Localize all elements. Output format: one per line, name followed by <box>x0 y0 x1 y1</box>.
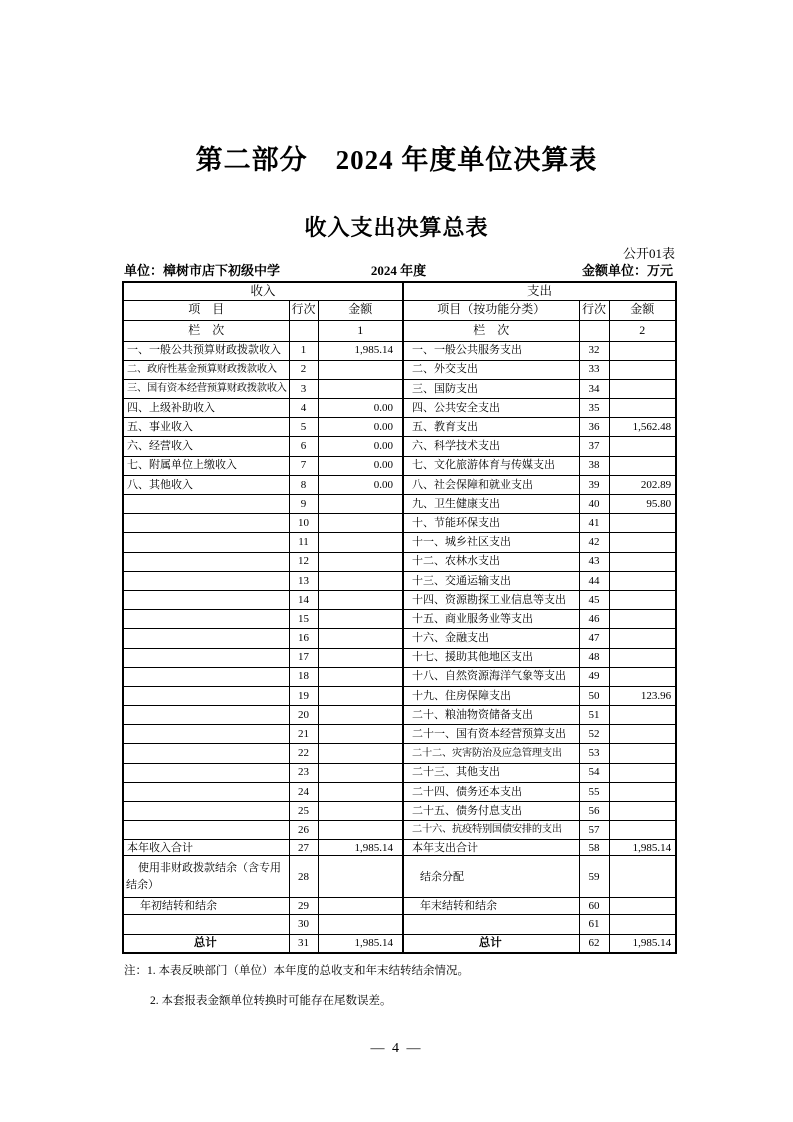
table-row <box>123 840 676 856</box>
income-amount: 1,985.14 <box>318 341 403 360</box>
income-line-number: 4 <box>289 399 318 418</box>
income-amount: 1,985.14 <box>318 934 403 953</box>
table-row <box>123 782 676 801</box>
lanci-blank-cell <box>579 320 609 341</box>
expense-line-number: 59 <box>579 856 609 898</box>
table-column-header-row <box>123 300 676 320</box>
expense-line-number: 58 <box>579 840 609 856</box>
table-row <box>123 667 676 686</box>
expense-line-number: 43 <box>579 552 609 571</box>
header-income-section: 收入 <box>123 282 403 300</box>
expense-item-label: 二十四、债务还本支出 <box>403 782 579 801</box>
expense-amount <box>609 706 676 725</box>
expense-amount: 1,985.14 <box>609 840 676 856</box>
lanci-col-number-left: 1 <box>318 320 403 341</box>
income-item-label <box>123 686 289 705</box>
expense-line-number: 62 <box>579 934 609 953</box>
expense-item-label: 十六、金融支出 <box>403 629 579 648</box>
expense-line-number: 32 <box>579 341 609 360</box>
expense-line-number: 37 <box>579 437 609 456</box>
income-amount <box>318 495 403 514</box>
income-line-number: 13 <box>289 571 318 590</box>
income-line-number: 19 <box>289 686 318 705</box>
form-code-label: 公开01表 <box>622 246 675 261</box>
expense-line-number: 51 <box>579 706 609 725</box>
income-item-label <box>123 915 289 934</box>
col-header-line-left: 行次 <box>289 300 318 320</box>
expense-line-number: 46 <box>579 610 609 629</box>
expense-amount <box>609 763 676 782</box>
income-item-label <box>123 629 289 648</box>
expense-line-number: 39 <box>579 475 609 494</box>
income-line-number: 9 <box>289 495 318 514</box>
table-row <box>123 456 676 475</box>
expense-amount <box>609 552 676 571</box>
income-line-number: 24 <box>289 782 318 801</box>
expense-amount <box>609 533 676 552</box>
header-expense-section: 支出 <box>403 282 676 300</box>
expense-line-number: 49 <box>579 667 609 686</box>
income-item-label <box>123 552 289 571</box>
income-amount <box>318 915 403 934</box>
expense-item-label: 二、外交支出 <box>403 360 579 379</box>
expense-item-label: 十一、城乡社区支出 <box>403 533 579 552</box>
expense-line-number: 61 <box>579 915 609 934</box>
income-item-label <box>123 802 289 821</box>
expense-amount <box>609 360 676 379</box>
notes <box>124 962 469 1008</box>
expense-amount <box>609 915 676 934</box>
col-header-project-left: 项 目 <box>123 300 289 320</box>
expense-amount: 202.89 <box>609 475 676 494</box>
table-title: 收入支出决算总表 <box>304 215 489 240</box>
income-item-label: 五、事业收入 <box>123 418 289 437</box>
income-amount: 1,985.14 <box>318 840 403 856</box>
income-expenditure-table <box>122 281 677 954</box>
income-line-number: 15 <box>289 610 318 629</box>
expense-amount <box>609 571 676 590</box>
table-row <box>123 475 676 494</box>
income-line-number: 7 <box>289 456 318 475</box>
income-item-label: 三、国有资本经营预算财政拨款收入 <box>123 379 289 398</box>
col-header-line-right: 行次 <box>579 300 609 320</box>
expense-amount <box>609 667 676 686</box>
table-row <box>123 686 676 705</box>
expense-item-label: 六、科学技术支出 <box>403 437 579 456</box>
income-line-number: 12 <box>289 552 318 571</box>
income-line-number: 21 <box>289 725 318 744</box>
expense-item-label: 十二、农林水支出 <box>403 552 579 571</box>
income-line-number: 3 <box>289 379 318 398</box>
income-line-number: 1 <box>289 341 318 360</box>
income-amount <box>318 856 403 898</box>
expense-line-number: 45 <box>579 590 609 609</box>
table-row <box>123 725 676 744</box>
table-row <box>123 514 676 533</box>
expense-amount <box>609 610 676 629</box>
income-item-label <box>123 571 289 590</box>
income-item-label: 八、其他收入 <box>123 475 289 494</box>
table-row <box>123 934 676 953</box>
expense-amount <box>609 856 676 898</box>
expense-item-label: 十九、住房保障支出 <box>403 686 579 705</box>
income-amount: 0.00 <box>318 456 403 475</box>
income-amount: 0.00 <box>318 475 403 494</box>
expense-amount <box>609 379 676 398</box>
expense-amount: 123.96 <box>609 686 676 705</box>
expense-line-number: 42 <box>579 533 609 552</box>
income-line-number: 11 <box>289 533 318 552</box>
expense-item-label: 十四、资源勘探工业信息等支出 <box>403 590 579 609</box>
table-row <box>123 744 676 763</box>
income-amount <box>318 648 403 667</box>
income-item-label <box>123 763 289 782</box>
table-row <box>123 533 676 552</box>
table-row <box>123 495 676 514</box>
expense-line-number: 36 <box>579 418 609 437</box>
income-amount: 0.00 <box>318 437 403 456</box>
lanci-label-right: 栏 次 <box>403 320 579 341</box>
income-item-label <box>123 610 289 629</box>
income-amount <box>318 667 403 686</box>
income-line-number: 6 <box>289 437 318 456</box>
income-amount: 0.00 <box>318 399 403 418</box>
income-line-number: 5 <box>289 418 318 437</box>
expense-item-label: 九、卫生健康支出 <box>403 495 579 514</box>
income-item-label: 四、上级补助收入 <box>123 399 289 418</box>
expense-item-label <box>403 915 579 934</box>
expense-amount <box>609 399 676 418</box>
expense-item-label: 结余分配 <box>403 856 579 898</box>
expense-amount <box>609 821 676 840</box>
income-amount <box>318 552 403 571</box>
table-row <box>123 802 676 821</box>
expense-item-label: 五、教育支出 <box>403 418 579 437</box>
income-amount <box>318 686 403 705</box>
table-row <box>123 399 676 418</box>
income-amount <box>318 821 403 840</box>
income-item-label <box>123 667 289 686</box>
income-line-number: 20 <box>289 706 318 725</box>
income-amount <box>318 379 403 398</box>
expense-item-label: 二十、粮油物资储备支出 <box>403 706 579 725</box>
income-item-label: 七、附属单位上缴收入 <box>123 456 289 475</box>
expense-line-number: 34 <box>579 379 609 398</box>
income-amount <box>318 802 403 821</box>
expense-amount <box>609 898 676 915</box>
table-row <box>123 648 676 667</box>
expense-item-label: 二十一、国有资本经营预算支出 <box>403 725 579 744</box>
income-item-label <box>123 782 289 801</box>
expense-amount <box>609 437 676 456</box>
expense-item-label: 十、节能环保支出 <box>403 514 579 533</box>
income-line-number: 29 <box>289 898 318 915</box>
income-line-number: 8 <box>289 475 318 494</box>
expense-item-label: 四、公共安全支出 <box>403 399 579 418</box>
expense-amount <box>609 629 676 648</box>
expense-line-number: 33 <box>579 360 609 379</box>
table-row <box>123 552 676 571</box>
table-row <box>123 915 676 934</box>
expense-line-number: 44 <box>579 571 609 590</box>
expense-line-number: 50 <box>579 686 609 705</box>
note-line-1: 注：1. 本表反映部门（单位）本年度的总收支和年末结转结余情况。 <box>124 965 469 977</box>
expense-item-label: 十三、交通运输支出 <box>403 571 579 590</box>
expense-item-label: 八、社会保障和就业支出 <box>403 475 579 494</box>
table-row <box>123 360 676 379</box>
expense-item-label: 二十三、其他支出 <box>403 763 579 782</box>
income-line-number: 17 <box>289 648 318 667</box>
income-amount <box>318 590 403 609</box>
table-column-index-row <box>123 320 676 341</box>
expense-line-number: 52 <box>579 725 609 744</box>
table-row <box>123 763 676 782</box>
lanci-blank-cell <box>289 320 318 341</box>
expense-item-label: 总计 <box>403 934 579 953</box>
income-amount: 0.00 <box>318 418 403 437</box>
income-amount <box>318 898 403 915</box>
income-line-number: 22 <box>289 744 318 763</box>
income-item-label: 一、一般公共预算财政拨款收入 <box>123 341 289 360</box>
table-row <box>123 590 676 609</box>
expense-amount <box>609 456 676 475</box>
income-item-label <box>123 706 289 725</box>
expense-line-number: 54 <box>579 763 609 782</box>
income-item-label <box>123 821 289 840</box>
expense-item-label: 三、国防支出 <box>403 379 579 398</box>
table-row <box>123 898 676 915</box>
income-line-number: 14 <box>289 590 318 609</box>
expense-amount: 1,985.14 <box>609 934 676 953</box>
expense-amount <box>609 744 676 763</box>
income-item-label <box>123 744 289 763</box>
expense-item-label: 十七、援助其他地区支出 <box>403 648 579 667</box>
income-line-number: 23 <box>289 763 318 782</box>
income-item-label: 总计 <box>123 934 289 953</box>
expense-amount <box>609 802 676 821</box>
col-header-amount-right: 金额 <box>609 300 676 320</box>
page-number: — 4 — <box>370 1041 423 1056</box>
lanci-col-number-right: 2 <box>609 320 676 341</box>
table-row <box>123 821 676 840</box>
expense-line-number: 56 <box>579 802 609 821</box>
expense-line-number: 40 <box>579 495 609 514</box>
income-amount <box>318 725 403 744</box>
income-item-label <box>123 533 289 552</box>
expense-amount: 95.80 <box>609 495 676 514</box>
expense-amount <box>609 648 676 667</box>
table-row <box>123 610 676 629</box>
expense-line-number: 47 <box>579 629 609 648</box>
expense-amount: 1,562.48 <box>609 418 676 437</box>
expense-item-label: 本年支出合计 <box>403 840 579 856</box>
expense-item-label: 一、一般公共服务支出 <box>403 341 579 360</box>
income-item-label: 本年收入合计 <box>123 840 289 856</box>
col-header-project-right: 项目（按功能分类） <box>403 300 579 320</box>
expense-amount <box>609 514 676 533</box>
expense-line-number: 55 <box>579 782 609 801</box>
table-row <box>123 856 676 898</box>
income-item-label: 二、政府性基金预算财政拨款收入 <box>123 360 289 379</box>
income-amount <box>318 610 403 629</box>
income-amount <box>318 744 403 763</box>
income-item-label: 年初结转和结余 <box>123 898 289 915</box>
expense-amount <box>609 341 676 360</box>
income-line-number: 10 <box>289 514 318 533</box>
income-line-number: 18 <box>289 667 318 686</box>
income-amount <box>318 533 403 552</box>
income-item-label <box>123 495 289 514</box>
table-row <box>123 418 676 437</box>
table-row <box>123 706 676 725</box>
expense-line-number: 48 <box>579 648 609 667</box>
income-amount <box>318 360 403 379</box>
expense-line-number: 53 <box>579 744 609 763</box>
table-row <box>123 379 676 398</box>
col-header-amount-left: 金额 <box>318 300 403 320</box>
income-line-number: 2 <box>289 360 318 379</box>
income-amount <box>318 782 403 801</box>
fiscal-year-label: 2024 年度 <box>370 263 427 278</box>
amount-unit-label: 金额单位：万元 <box>581 263 673 278</box>
income-line-number: 27 <box>289 840 318 856</box>
expense-line-number: 35 <box>579 399 609 418</box>
expense-amount <box>609 590 676 609</box>
expense-amount <box>609 782 676 801</box>
income-item-label: 六、经营收入 <box>123 437 289 456</box>
expense-line-number: 38 <box>579 456 609 475</box>
income-amount <box>318 629 403 648</box>
unit-name-label: 单位：樟树市店下初级中学 <box>124 263 281 278</box>
expense-line-number: 41 <box>579 514 609 533</box>
expense-item-label: 二十二、灾害防治及应急管理支出 <box>403 744 579 763</box>
income-amount <box>318 706 403 725</box>
expense-item-label: 二十五、债务付息支出 <box>403 802 579 821</box>
table-section-header-row <box>123 282 676 300</box>
table-row <box>123 571 676 590</box>
part-title: 第二部分 2024 年度单位决算表 <box>195 145 598 175</box>
income-line-number: 25 <box>289 802 318 821</box>
note-line-2: 2. 本套报表金额单位转换时可能存在尾数误差。 <box>150 995 392 1007</box>
income-item-label <box>123 590 289 609</box>
income-item-label <box>123 725 289 744</box>
expense-line-number: 60 <box>579 898 609 915</box>
expense-item-label: 二十六、抗疫特别国债安排的支出 <box>403 821 579 840</box>
income-item-label: 使用非财政拨款结余（含专用结余） <box>123 856 289 898</box>
income-line-number: 16 <box>289 629 318 648</box>
table-row <box>123 341 676 360</box>
income-item-label <box>123 648 289 667</box>
income-item-label <box>123 514 289 533</box>
income-amount <box>318 763 403 782</box>
expense-item-label: 十八、自然资源海洋气象等支出 <box>403 667 579 686</box>
income-line-number: 31 <box>289 934 318 953</box>
table-row <box>123 629 676 648</box>
income-amount <box>318 571 403 590</box>
expense-item-label: 十五、商业服务业等支出 <box>403 610 579 629</box>
income-line-number: 30 <box>289 915 318 934</box>
expense-amount <box>609 725 676 744</box>
expense-item-label: 年末结转和结余 <box>403 898 579 915</box>
expense-item-label: 七、文化旅游体育与传媒支出 <box>403 456 579 475</box>
income-amount <box>318 514 403 533</box>
lanci-label-left: 栏 次 <box>123 320 289 341</box>
expense-line-number: 57 <box>579 821 609 840</box>
income-line-number: 28 <box>289 856 318 898</box>
table-row <box>123 437 676 456</box>
income-line-number: 26 <box>289 821 318 840</box>
meta-row <box>122 260 675 278</box>
